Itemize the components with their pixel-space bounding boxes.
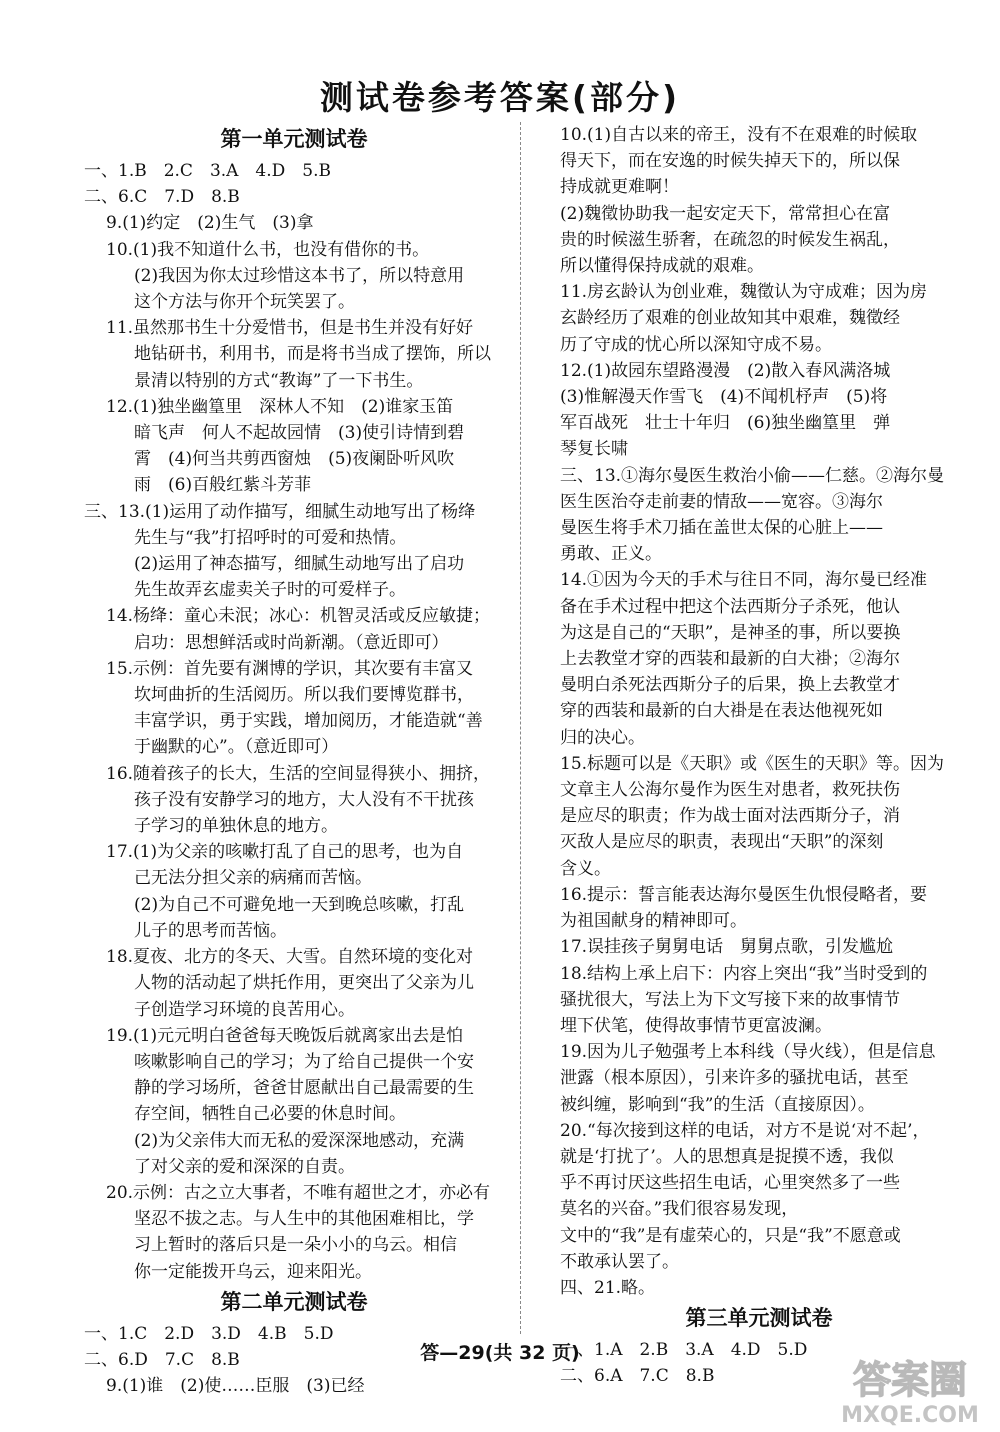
watermark: [826, 1356, 994, 1428]
answer-line: 是应尽的职责；作为战士面对法西斯分子，消: [560, 806, 900, 827]
answer-line: 四、21.略。: [560, 1277, 656, 1298]
answer-line: 军百战死 壮士十年归 (6)独坐幽篁里 弹: [560, 413, 891, 434]
answer-line: 17.(1)为父亲的咳嗽打乱了自己的思考，也为自: [106, 842, 464, 863]
answer-line: 丰富学识，勇于实践，增加阅历，才能造就“善: [134, 711, 483, 732]
answer-line: 地钻研书，利用书，而是将书当成了摆饰，所以: [134, 344, 491, 365]
answer-line: 18.夏夜、北方的冬天、大雪。自然环境的变化对: [106, 947, 474, 968]
answer-line: 曼医生将手术刀插在盖世太保的心脏上——: [560, 518, 883, 539]
answer-line: (3)惟解漫天作雪飞 (4)不闻机杼声 (5)将: [560, 387, 888, 408]
answer-line: 了对父亲的爱和深深的自责。: [134, 1156, 355, 1177]
answer-line: 14.①因为今天的手术与往日不同，海尔曼已经准: [560, 570, 928, 591]
answer-line: (2)魏徵协助我一起安定天下，常常担心在富: [560, 203, 891, 224]
answer-line: 灭敌人是应尽的职责，表现出“天职”的深刻: [560, 832, 884, 853]
watermark-logo: 答案圈: [852, 1358, 967, 1402]
answer-line: 17.误挂孩子舅舅电话 舅舅点歌，引发尴尬: [560, 937, 894, 958]
answer-line: 子学习的单独休息的地方。: [134, 816, 338, 837]
answer-line: 埋下伏笔，使得故事情节更富波澜。: [560, 1015, 832, 1036]
answer-line: 乎不再讨厌这些招生电话，心里突然多了一些: [560, 1173, 900, 1194]
answer-line: 持成就更难啊！: [560, 177, 679, 198]
answer-line: 静的学习场所，爸爸甘愿献出自己最需要的生: [134, 1078, 474, 1099]
answer-line: 15.标题可以是《天职》或《医生的天职》等。因为: [560, 753, 945, 774]
answer-line: 先生与“我”打招呼时的可爱和热情。: [134, 527, 407, 548]
answer-line: (2)为父亲伟大而无私的爱深深地感动，充满: [134, 1130, 465, 1151]
answer-line: 曼明白杀死法西斯分子的后果，换上去教堂才: [560, 675, 900, 696]
answer-line: 一、1.A 2.B 3.A 4.D 5.D: [560, 1340, 808, 1361]
answer-line: 一、1.B 2.C 3.A 4.D 5.B: [84, 161, 331, 181]
answer-line: 儿子的思考而苦恼。: [134, 920, 287, 941]
answer-line: 19.因为儿子勉强考上本科线（导火线），但是信息: [560, 1042, 936, 1063]
answer-line: 9.(1)约定 (2)生气 (3)拿: [106, 213, 314, 234]
answer-line: 上去教堂才穿的西装和最新的白大褂；②海尔: [560, 649, 900, 670]
section-heading: 第一单元测试卷: [220, 127, 368, 151]
left-column: [84, 122, 504, 1399]
answer-line: 孩子没有安静学习的地方，大人没有不干扰孩: [134, 789, 474, 810]
answer-line: 所以懂得保持成就的艰难。: [560, 256, 764, 277]
answer-line: 你一定能拨开乌云，迎来阳光。: [134, 1261, 372, 1282]
answer-line: 就是‘打扰了’。人的思想真是捉摸不透，我似: [560, 1146, 894, 1167]
answer-line: 被纠缠，影响到“我”的生活（直接原因）。: [560, 1094, 875, 1115]
answer-line: 10.(1)我不知道什么书，也没有借你的书。: [106, 239, 430, 260]
answer-line: 备在手术过程中把这个法西斯分子杀死，他认: [560, 596, 900, 617]
answer-line: 归的决心。: [560, 727, 645, 748]
answer-line: 勇敢、正义。: [560, 544, 662, 565]
answer-line: 为这是自己的“天职”，是神圣的事，所以要换: [560, 622, 901, 643]
answer-line: 16.提示：誓言能表达海尔曼医生仇恨侵略者，要: [560, 884, 928, 905]
answer-line: 琴复长啸: [560, 439, 628, 460]
answer-line: 12.(1)故园东望路漫漫 (2)散入春风满洛城: [560, 360, 891, 381]
answer-line: 二、6.C 7.D 8.B: [84, 187, 240, 208]
answer-line: 9.(1)谁 (2)使……臣服 (3)已经: [106, 1376, 365, 1397]
answer-line: 穿的西装和最新的白大褂是在表达他视死如: [560, 701, 883, 722]
answer-line: 文中的“我”是有虚荣心的，只是“我”不愿意或: [560, 1225, 901, 1246]
answer-line: 暗飞声 何人不起故园情 (3)使引诗情到碧: [134, 423, 465, 444]
answer-line: 习上暂时的落后只是一朵小小的乌云。相信: [134, 1235, 457, 1256]
answer-line: 20.示例：古之立大事者，不唯有超世之才，亦必有: [106, 1182, 491, 1203]
answer-line: 不敢承认罢了。: [560, 1251, 679, 1272]
answer-line: 含义。: [560, 858, 611, 879]
answer-line: 文章主人公海尔曼作为医生对患者，救死扶伤: [560, 780, 900, 801]
answer-line: 己无法分担父亲的病痛而苦恼。: [134, 868, 372, 889]
answer-line: 子创造学习环境的良苦用心。: [134, 999, 355, 1020]
answer-line: 坚忍不拔之志。与人生中的其他困难相比，学: [134, 1209, 474, 1230]
answer-line: 人物的活动起了烘托作用，更突出了父亲为儿: [134, 973, 474, 994]
answer-line: 得天下，而在安逸的时候失掉天下的，所以保: [560, 151, 900, 172]
answer-line: 二、6.A 7.C 8.B: [560, 1366, 715, 1387]
answer-line: 14.杨绛：童心未泯；冰心：机智灵活或反应敏捷；: [106, 606, 491, 627]
answer-line: 先生故弄玄虚卖关子时的可爱样子。: [134, 580, 406, 601]
answer-line: 这个方法与你开个玩笑罢了。: [134, 292, 355, 313]
answer-line: 三、13.(1)运用了动作描写，细腻生动地写出了杨绛: [84, 501, 476, 522]
answer-line: 霄 (4)何当共剪西窗烛 (5)夜阑卧听风吹: [134, 449, 455, 470]
answer-line: 雨 (6)百般红紫斗芳菲: [134, 475, 312, 496]
answer-line: 于幽默的心”。（意近即可）: [134, 737, 339, 758]
column-divider: [520, 122, 521, 1334]
answer-line: 20.“每次接到这样的电话，对方不是说‘对不起’，: [560, 1120, 930, 1141]
answer-line: 18.结构上承上启下：内容上突出“我”当时受到的: [560, 963, 928, 984]
answer-line: (2)我因为你太过珍惜这本书了，所以特意用: [134, 265, 465, 286]
answer-line: 二、6.D 7.C 8.B: [84, 1349, 240, 1370]
page-footer: 答—29(共 32 页): [420, 1342, 580, 1364]
answer-line: 景清以特别的方式“教诲”了一下书生。: [134, 370, 424, 391]
answer-line: 坎坷曲折的生活阅历。所以我们要博览群书，: [134, 685, 474, 706]
answer-line: 10.(1)自古以来的帝王，没有不在艰难的时候取: [560, 125, 918, 145]
answer-line: 医生医治夺走前妻的情敌——宽容。③海尔: [560, 491, 883, 512]
answer-line: 12.(1)独坐幽篁里 深林人不知 (2)谁家玉笛: [106, 396, 454, 417]
answer-line: 11.虽然那书生十分爱惜书，但是书生并没有好好: [106, 318, 474, 339]
answer-line: (2)运用了神态描写，细腻生动地写出了启功: [134, 554, 465, 575]
answer-line: 19.(1)元元明白爸爸每天晚饭后就离家出去是怕: [106, 1025, 464, 1046]
answer-line: 16.随着孩子的长大，生活的空间显得狭小、拥挤，: [106, 763, 491, 784]
answer-line: 咳嗽影响自己的学习；为了给自己提供一个安: [134, 1051, 474, 1072]
answer-line: 玄龄经历了艰难的创业故知其中艰难，魏徵经: [560, 308, 900, 329]
section-heading: 第三单元测试卷: [685, 1306, 833, 1331]
answer-line: 贵的时候滋生骄奢，在疏忽的时候发生祸乱，: [560, 229, 900, 250]
answer-line: 一、1.C 2.D 3.D 4.B 5.D: [84, 1323, 334, 1344]
watermark-url: MXQE.COM: [841, 1403, 979, 1428]
answer-line: 存空间，牺牲自己必要的休息时间。: [134, 1104, 406, 1125]
section-heading: 第二单元测试卷: [220, 1289, 368, 1314]
answer-line: (2)为自己不可避免地一天到晚总咳嗽，打乱: [134, 894, 465, 915]
answer-line: 骚扰很大，写法上为下文写接下来的故事情节: [560, 989, 900, 1010]
answer-line: 11.房玄龄认为创业难，魏徵认为守成难；因为房: [560, 282, 928, 303]
answer-line: 泄露（根本原因），引来许多的骚扰电话，甚至: [560, 1068, 909, 1089]
answer-line: 三、13.①海尔曼医生救治小偷——仁慈。②海尔曼: [560, 465, 945, 486]
answer-line: 莫名的兴奋。”我们很容易发现，: [560, 1199, 799, 1220]
answer-line: 15.示例：首先要有渊博的学识，其次要有丰富又: [106, 658, 474, 679]
right-column: [560, 122, 958, 1390]
answer-line: 历了守成的忧心所以深知守成不易。: [560, 334, 832, 355]
answer-line: 启功：思想鲜活或时尚新潮。（意近即可）: [134, 632, 449, 653]
answer-line: 为祖国献身的精神即可。: [560, 911, 747, 932]
page-title: 测试卷参考答案(部分): [319, 78, 681, 117]
